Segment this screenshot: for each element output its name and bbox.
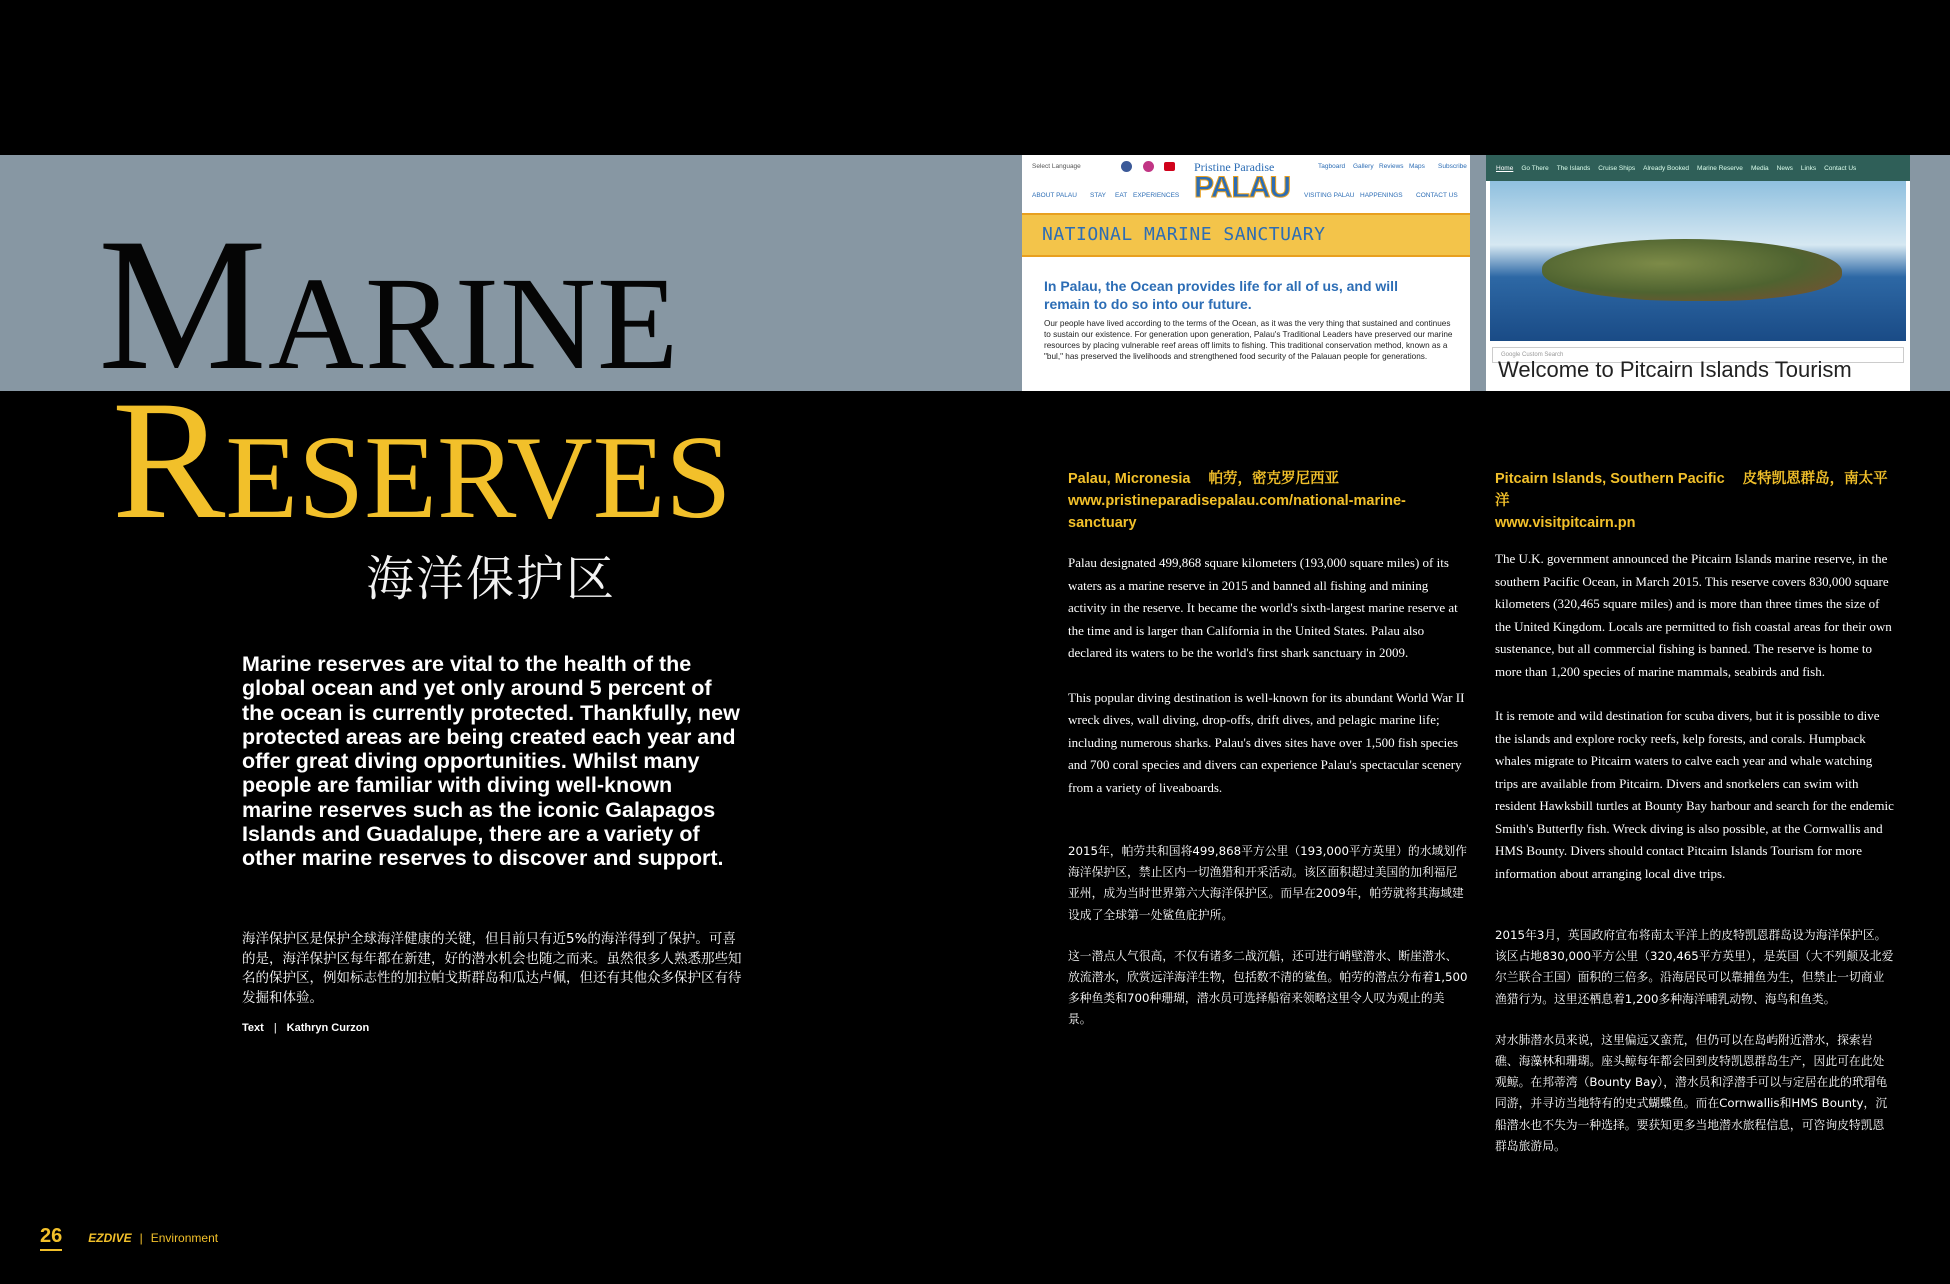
palau-cn-1: 2015年，帕劳共和国将499,868平方公里（193,000平方英里）的水域划作海洋保护区，禁止区内一切渔猎和开采活动。该区面积超过美国的加利福尼亚州，成为当时世界第六大海洋保护区。而早在2009年，帕劳就将其海域建设成了全球第一处鲨鱼庇护所。 xyxy=(1068,844,1467,922)
pitcairn-website-screenshot xyxy=(1486,155,1910,391)
pitcairn-welcome: Welcome to Pitcairn Islands Tourism xyxy=(1498,357,1852,382)
island-photo xyxy=(1490,181,1906,341)
top-link: Tagboard xyxy=(1318,163,1346,170)
youtube-icon xyxy=(1164,162,1175,171)
palau-url: www.pristineparadisepalau.com/national-marine-sanctuary xyxy=(1068,493,1406,531)
nav-link: EAT xyxy=(1115,192,1128,199)
intro-english: Marine reserves are vital to the health of the global ocean and yet only around 5 percent of the ocean is currently protected. Thankfully, new protected areas are being created each year and offer great diving opportunities. Whilst many people are familiar with diving well-known marine reserves such as the iconic Galapagos Islands and Guadalupe, there are a variety of other marine reserves to discover and support. xyxy=(242,652,740,871)
palau-lead: In Palau, the Ocean provides life for all of us, and will remain to do so into our future. xyxy=(1044,278,1398,312)
palau-location-cn: 帕劳，密克罗尼西亚 xyxy=(1208,471,1339,487)
palau-para-1: Palau designated 499,868 square kilometers (193,000 square miles) of its waters as a marine reserve in 2015 and banned all fishing and mining activity in the reserve. It became the world's sixth-largest marine reserve at the time and is larger than California in the United States. Palau also declared its waters to be the world's first shark sanctuary in 2009. xyxy=(1068,555,1458,660)
palau-logo: PALAU xyxy=(1194,171,1291,204)
nav-link: STAY xyxy=(1090,192,1107,199)
palau-body: Our people have lived according to the terms of the Ocean, as it was the very thing that sustained and continues to sustain our existence. For generation upon generation, Palau's Traditional Leaders have preserved our marine resources by placing vulnerable reef areas off limits to fishing. This traditional conservation method, known as a "bul," has preserved the livelihoods and strengthened food security of the Palauan people for generations. xyxy=(1044,319,1453,361)
pitcairn-url: www.visitpitcairn.pn xyxy=(1495,515,1636,531)
palau-header xyxy=(1022,155,1470,213)
top-link: Reviews xyxy=(1379,163,1404,170)
banner-title: NATIONAL MARINE SANCTUARY xyxy=(1042,224,1326,245)
top-link: Subscribe xyxy=(1438,163,1467,170)
palau-website-screenshot xyxy=(1022,155,1470,391)
pitcairn-location-cn: 皮特凯恩群岛，南太平洋 xyxy=(1495,471,1888,509)
palau-para-2: This popular diving destination is well-known for its abundant World War II wreck dives, wall diving, drop-offs, drift dives, and pelagic marine life; including numerous sharks. Palau's dives sites have over 1,500 fish species and 700 coral species and divers can experience Palau's spectacular scenery from a variety of liveaboards. xyxy=(1068,689,1465,795)
title-reserves: Reserves xyxy=(112,366,732,554)
pitcairn-para-1: The U.K. government announced the Pitcairn Islands marine reserve, in the southern Pacific Ocean, in March 2015. This reserve covers 830,000 square kilometers (320,465 square miles) and is more than three times the size of the United Kingdom. Locals are permitted to fish coastal areas for their own sustenance, but all commercial fishing is banned. The reserve is home to more than 1,200 species of marine mammals, seabirds and fish. xyxy=(1495,551,1892,679)
nav-link: CONTACT US xyxy=(1416,192,1458,199)
pitcairn-cn-1: 2015年3月，英国政府宣布将南太平洋上的皮特凯恩群岛设为海洋保护区。该区占地830,000平方公里（320,465平方英里），是英国（大不列颠及北爱尔兰联合王国）面积的三倍多。沿海居民可以靠捕鱼为生，但禁止一切商业渔猎行为。这里还栖息着1,200多种海洋哺乳动物、海鸟和鱼类。 xyxy=(1495,928,1894,1006)
nav-link: Marine Reserve xyxy=(1697,164,1743,172)
nav-link: Contact Us xyxy=(1824,164,1857,172)
credit-separator: | xyxy=(273,1022,277,1034)
palau-cn-2: 这一潜点人气很高，不仅有诸多二战沉船，还可进行峭壁潜水、断崖潜水、放流潜水，欣赏远洋海洋生物，包括数不清的鲨鱼。帕劳的潜点分布着1,500多种鱼类和700种珊瑚，潜水员可选择船宿来领略这里令人叹为观止的美景。 xyxy=(1068,948,1468,1027)
intro-chinese: 海洋保护区是保护全球海洋健康的关键，但目前只有近5%的海洋得到了保护。可喜的是，海洋保护区每年都在新建，好的潜水机会也随之而来。虽然很多人熟悉那些知名的保护区，例如标志性的加拉帕戈斯群岛和瓜达卢佩，但还有其他众多保护区有待发掘和体验。 xyxy=(242,931,742,1006)
nav-link: ABOUT PALAU xyxy=(1032,192,1077,199)
page-footer xyxy=(40,1225,218,1251)
palau-logo-tagline: Pristine Paradise xyxy=(1194,160,1275,174)
pitcairn-cn-2: 对水肺潜水员来说，这里偏远又蛮荒，但仍可以在岛屿附近潜水，探索岩礁、海藻林和珊瑚。座头鲸每年都会回到皮特凯恩群岛生产，因此可在此处观鲸。在邦蒂湾（Bounty Bay），潜水员和浮潜手可以与定居在此的玳瑁龟同游，并寻访当地特有的史式蝴蝶鱼。而在Cornwallis和HMS Bounty，沉船潜水也不失为一种选择。要获知更多当地潜水旅程信息，可咨询皮特凯恩群岛旅游局。 xyxy=(1495,1032,1888,1153)
pitcairn-location: Pitcairn Islands, Southern Pacific xyxy=(1495,471,1725,487)
nav-link: EXPERIENCES xyxy=(1133,192,1180,199)
pitcairn-column xyxy=(1495,468,1895,1157)
facebook-icon xyxy=(1121,161,1132,172)
palau-heading xyxy=(1068,468,1468,490)
nav-link: Media xyxy=(1750,164,1769,172)
nav-link: HAPPENINGS xyxy=(1360,192,1403,199)
credit-label: Text xyxy=(242,1022,264,1034)
select-language: Select Language xyxy=(1032,163,1081,170)
nav-link: Links xyxy=(1800,164,1817,172)
author-name: Kathryn Curzon xyxy=(286,1022,370,1034)
pitcairn-nav xyxy=(1486,155,1910,181)
nav-link: Home xyxy=(1496,164,1514,172)
nav-link: Go There xyxy=(1521,164,1549,172)
top-link: Gallery xyxy=(1353,163,1374,170)
title-chinese: 海洋保护区 xyxy=(366,551,617,607)
pitcairn-heading xyxy=(1495,468,1895,512)
instagram-icon xyxy=(1143,161,1154,172)
palau-column xyxy=(1068,468,1468,1031)
pitcairn-para-2: It is remote and wild destination for scuba divers, but it is possible to dive the islands and explore rocky reefs, kelp forests, and corals. Humpback whales migrate to Pitcairn waters to calve each year and whale watching trips are available from Pitcairn. Divers and snorkelers can swim with resident Hawksbill turtles at Bounty Bay harbour and search for the endemic Smith's Butterfly fish. Wreck diving is also possible, at the Cornwallis and HMS Bounty. Divers should contact Pitcairn Islands Tourism for more information about arranging local dive trips. xyxy=(1495,708,1894,881)
nav-link: The Islands xyxy=(1556,164,1591,172)
author-credit xyxy=(242,1022,369,1034)
nav-link: Cruise Ships xyxy=(1598,164,1636,172)
nav-link: Already Booked xyxy=(1643,164,1690,172)
nav-link: VISITING PALAU xyxy=(1304,192,1355,199)
page-number: 26 xyxy=(40,1225,62,1251)
top-link: Maps xyxy=(1409,163,1425,170)
title-marine: Marine xyxy=(98,200,680,410)
palau-banner xyxy=(1022,213,1470,257)
palau-location: Palau, Micronesia xyxy=(1068,471,1191,487)
footer-separator: | xyxy=(139,1231,143,1245)
section-name: Environment xyxy=(150,1231,219,1245)
nav-link: News xyxy=(1776,164,1793,172)
search-bar: Google Custom Search xyxy=(1492,347,1904,363)
island-shape xyxy=(1542,239,1842,301)
magazine-logo: EZDIVE xyxy=(88,1231,132,1245)
